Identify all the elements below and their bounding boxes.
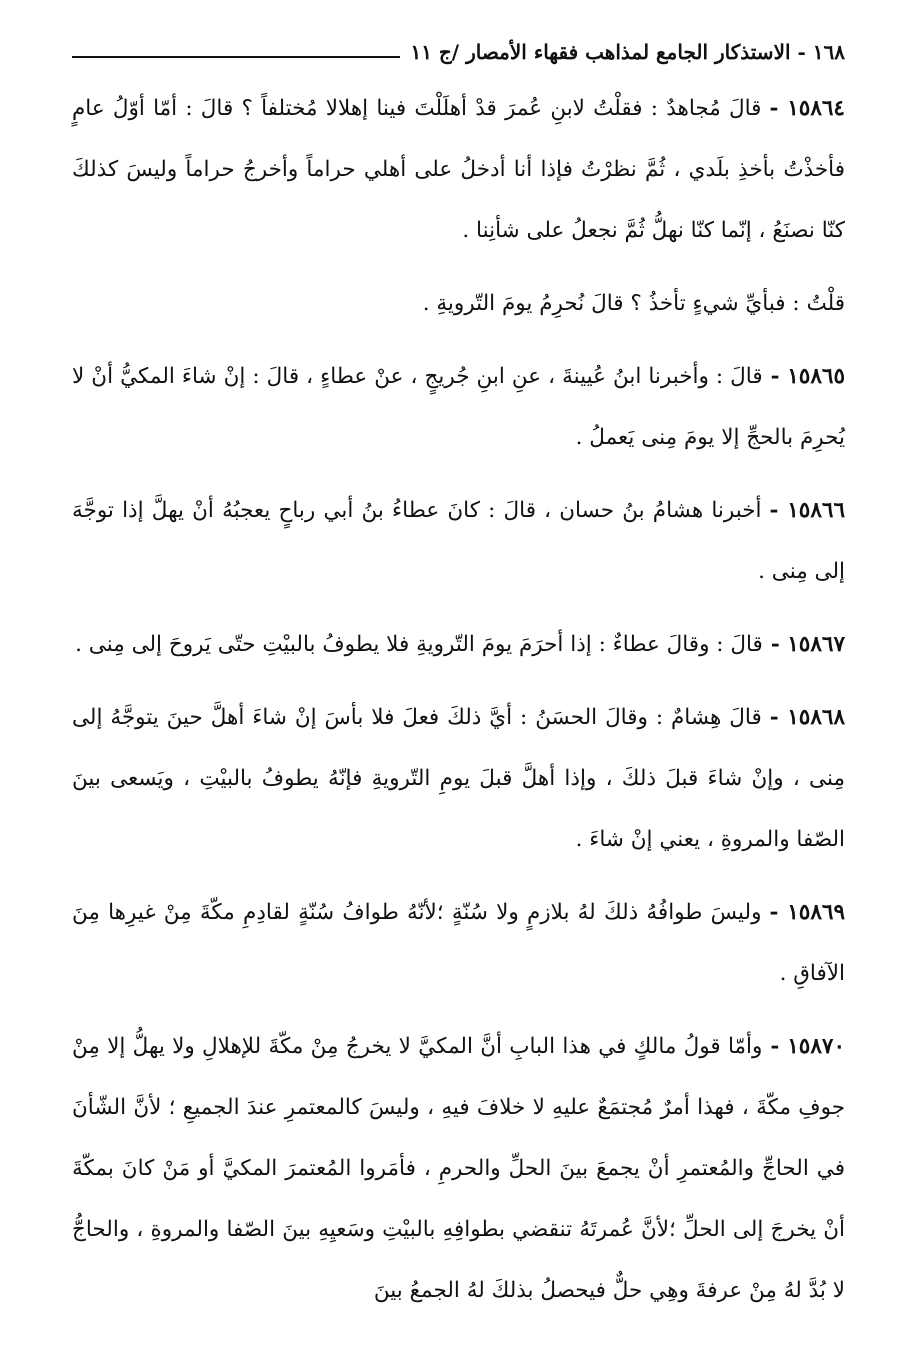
paragraph-number: ١٥٨٦٩ -	[769, 900, 845, 925]
body-text	[72, 78, 845, 1321]
paragraph-text: وأمّا قولُ مالكٍ في هذا البابِ أنَّ المكيَّ لا يخرجُ مِنْ مكّةَ للإهلالِ ولا يهلُّ إلا مِنْ جوفِ مكّةَ ، فهذا أمرٌ مُجتمَعٌ عليهِ لا خلافَ فيهِ ، وليسَ كالمعتمرِ عندَ الجميعِ ؛ لأنَّ الشّأنَ في الحاجِّ والمُعتمرِ أنْ يجمعَ بينَ الحلِّ والحرمِ ، فأمَروا المُعتمرَ المكيَّ أو مَنْ كانَ بمكّةَ أنْ يخرجَ إلى الحلِّ ؛لأنَّ عُمرتَهُ تنقضي بطوافِهِ بالبيْتِ وسَعيِهِ بينَ الصّفا والمروةِ ، والحاجُّ لا بُدَّ لهُ مِنْ عرفةَ وهِي حلٌّ فيحصلُ بذلكَ لهُ الجمعُ بينَ	[72, 1034, 845, 1303]
paragraph-text: قلْتُ : فبأيِّ شيءٍ تأخذُ ؟ قالَ نُحرِمُ يومَ التّرويةِ .	[422, 291, 845, 316]
paragraph-15866	[72, 480, 845, 602]
paragraph-15865	[72, 346, 845, 468]
paragraph-number: ١٥٨٧٠ -	[770, 1034, 845, 1059]
paragraph-15870	[72, 1016, 845, 1321]
running-header	[72, 30, 845, 70]
paragraph-number: ١٥٨٦٦ -	[769, 498, 845, 523]
paragraph-continuation	[72, 273, 845, 334]
paragraph-15869	[72, 882, 845, 1004]
paragraph-text: وليسَ طوافُهُ ذلكَ لهُ بلازمٍ ولا سُنّةٍ ؛لأنّهُ طوافُ سُنّةٍ لقادِمِ مكّةَ مِنْ غيرِها مِنَ الآفاقِ .	[72, 900, 845, 986]
paragraph-text: قالَ : وأخبرنا ابنُ عُيينةَ ، عنِ ابنِ جُريجٍ ، عنْ عطاءٍ ، قالَ : إنْ شاءَ المكيُّ أنْ لا يُحرِمَ بالحجِّ إلا يومَ مِنى يَعملُ .	[72, 364, 845, 450]
paragraph-15868	[72, 687, 845, 870]
paragraph-number: ١٥٨٦٧ -	[770, 632, 845, 657]
paragraph-number: ١٥٨٦٥ -	[770, 364, 845, 389]
page	[72, 30, 845, 1371]
paragraph-15867	[72, 614, 845, 675]
paragraph-text: قالَ مُجاهدٌ : فقلْتُ لابنِ عُمرَ قدْ أهلَلْتَ فينا إهلالا مُختلفاً ؟ قالَ : أمّا أوّلُ عامٍ فأخذْتُ بأخذِ بلَدي ، ثُمَّ نظرْتُ فإذا أنا أدخلُ على أهلي حراماً وأخرجُ حراماً وليسَ كذلكَ كنّا نصنَعُ ، إنّما كنّا نهلُّ ثُمَّ نجعلُ على شأنِنا .	[72, 96, 845, 243]
paragraph-number: ١٥٨٦٤ -	[769, 96, 845, 121]
paragraph-15864	[72, 78, 845, 261]
paragraph-text: أخبرنا هشامُ بنُ حسان ، قالَ : كانَ عطاءُ بنُ أبي رباحٍ يعجبُهُ أنْ يهلَّ إذا توجَّهَ إلى مِنى .	[72, 498, 845, 584]
paragraph-number: ١٥٨٦٨ -	[769, 705, 845, 730]
header-text: ١٦٨ - الاستذكار الجامع لمذاهب فقهاء الأمصار /ج ١١	[410, 40, 845, 64]
paragraph-text: قالَ هِشامٌ : وقالَ الحسَنُ : أيَّ ذلكَ فعلَ فلا بأسَ إنْ شاءَ أهلَّ حينَ يتوجَّهُ إلى مِنى ، وإنْ شاءَ قبلَ ذلكَ ، وإذا أهلَّ قبلَ يومِ التّرويةِ فإنّهُ يطوفُ بالبيْتِ ، ويَسعى بينَ الصّفا والمروةِ ، يعني إنْ شاءَ .	[72, 705, 845, 852]
header-rule	[72, 56, 400, 58]
paragraph-text: قالَ : وقالَ عطاءٌ : إذا أحرَمَ يومَ التّرويةِ فلا يطوفُ بالبيْتِ حتّى يَروحَ إلى مِنى .	[75, 632, 763, 657]
